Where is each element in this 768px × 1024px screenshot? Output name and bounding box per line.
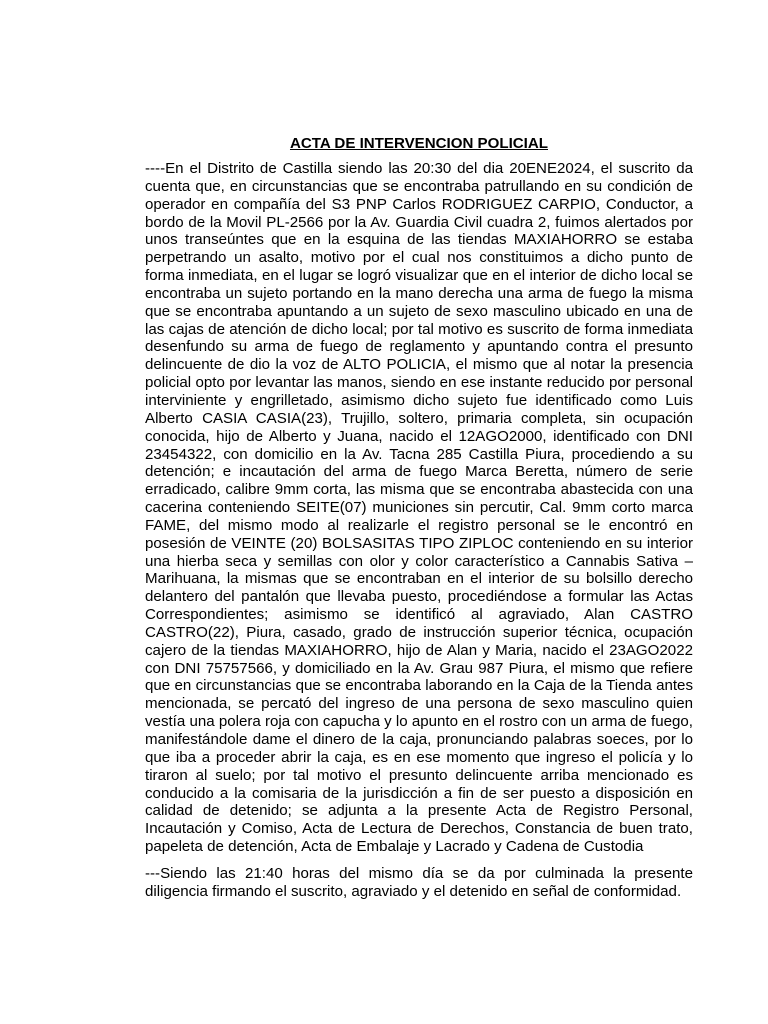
paragraph-closing: ---Siendo las 21:40 horas del mismo día se da por culminada la presente diligencia firmando el suscrito, agraviado y el detenido en señal de conformidad. — [145, 864, 693, 900]
document-body — [145, 134, 693, 901]
paragraph-main-narrative: ----En el Distrito de Castilla siendo las 20:30 del dia 20ENE2024, el suscrito da cuenta que, en circunstancias que se encontraba patrullando en su condición de operador en compañía del S3 PNP Carlos RODRIGUEZ CARPIO, Conductor, a bordo de la Movil PL-2566 por la Av. Guardia Civil cuadra 2, fuimos alertados por unos transeúntes que en la esquina de las tiendas MAXIAHORRO se estaba perpetrando un asalto, motivo por el cual nos constituimos a dicho punto de forma inmediata, en el lugar se logró visualizar que en el interior de dicho local se encontraba un sujeto portando en la mano derecha una arma de fuego la misma que se encontraba apuntando a un sujeto de sexo masculino ubicado en una de las cajas de atención de dicho local; por tal motivo es suscrito de forma inmediata desenfundo su arma de fuego de reglamento y apuntando contra el presunto delincuente de dio la voz de ALTO POLICIA, el mismo que al notar la presencia policial opto por levantar las manos, siendo en ese instante reducido por personal interviniente y engrilletado, asimismo dicho sujeto fue identificado como Luis Alberto CASIA CASIA(23), Trujillo, soltero, primaria completa, sin ocupación conocida, hijo de Alberto y Juana, nacido el 12AGO2000, identificado con DNI 23454322, con domicilio en la Av. Tacna 285 Castilla Piura, procediendo a su detención; e incautación del arma de fuego Marca Beretta, número de serie erradicado, calibre 9mm corta, las misma que se encontraba abastecida con una cacerina conteniendo SEITE(07) municiones sin percutir, Cal. 9mm corto marca FAME, del mismo modo al realizarle el registro personal se le encontró en posesión de VEINTE (20) BOLSASITAS TIPO ZIPLOC conteniendo en su interior una hierba seca y semillas con olor y color característico a Cannabis Sativa – Marihuana, la mismas que se encontraban en el interior de su bolsillo derecho delantero del pantalón que llevaba puesto, procediéndose a formular las Actas Correspondientes; asimismo se identificó al agraviado, Alan CASTRO CASTRO(22), Piura, casado, grado de instrucción superior técnica, ocupación cajero de la tiendas MAXIAHORRO, hijo de Alan y Maria, nacido el 23AGO2022 con DNI 75757566, y domiciliado en la Av. Grau 987 Piura, el mismo que refiere que en circunstancias que se encontraba laborando en la Caja de la Tienda antes mencionada, se percató del ingreso de una persona de sexo masculino quien vestía una polera roja con capucha y lo apunto en el rostro con un arma de fuego, manifestándole dame el dinero de la caja, pronunciando palabras soeces, por lo que iba a proceder abrir la caja, es en ese momento que ingreso el policía y lo tiraron al suelo; por tal motivo el presunto delincuente arriba mencionado es conducido a la comisaria de la jurisdicción a fin de ser puesto a disposición en calidad de detenido; se adjunta a la presente Acta de Registro Personal, Incautación y Comiso, Acta de Lectura de Derechos, Constancia de buen trato, papeleta de detención, Acta de Embalaje y Lacrado y Cadena de Custodia — [145, 160, 693, 856]
document-title: ACTA DE INTERVENCION POLICIAL — [289, 135, 548, 152]
